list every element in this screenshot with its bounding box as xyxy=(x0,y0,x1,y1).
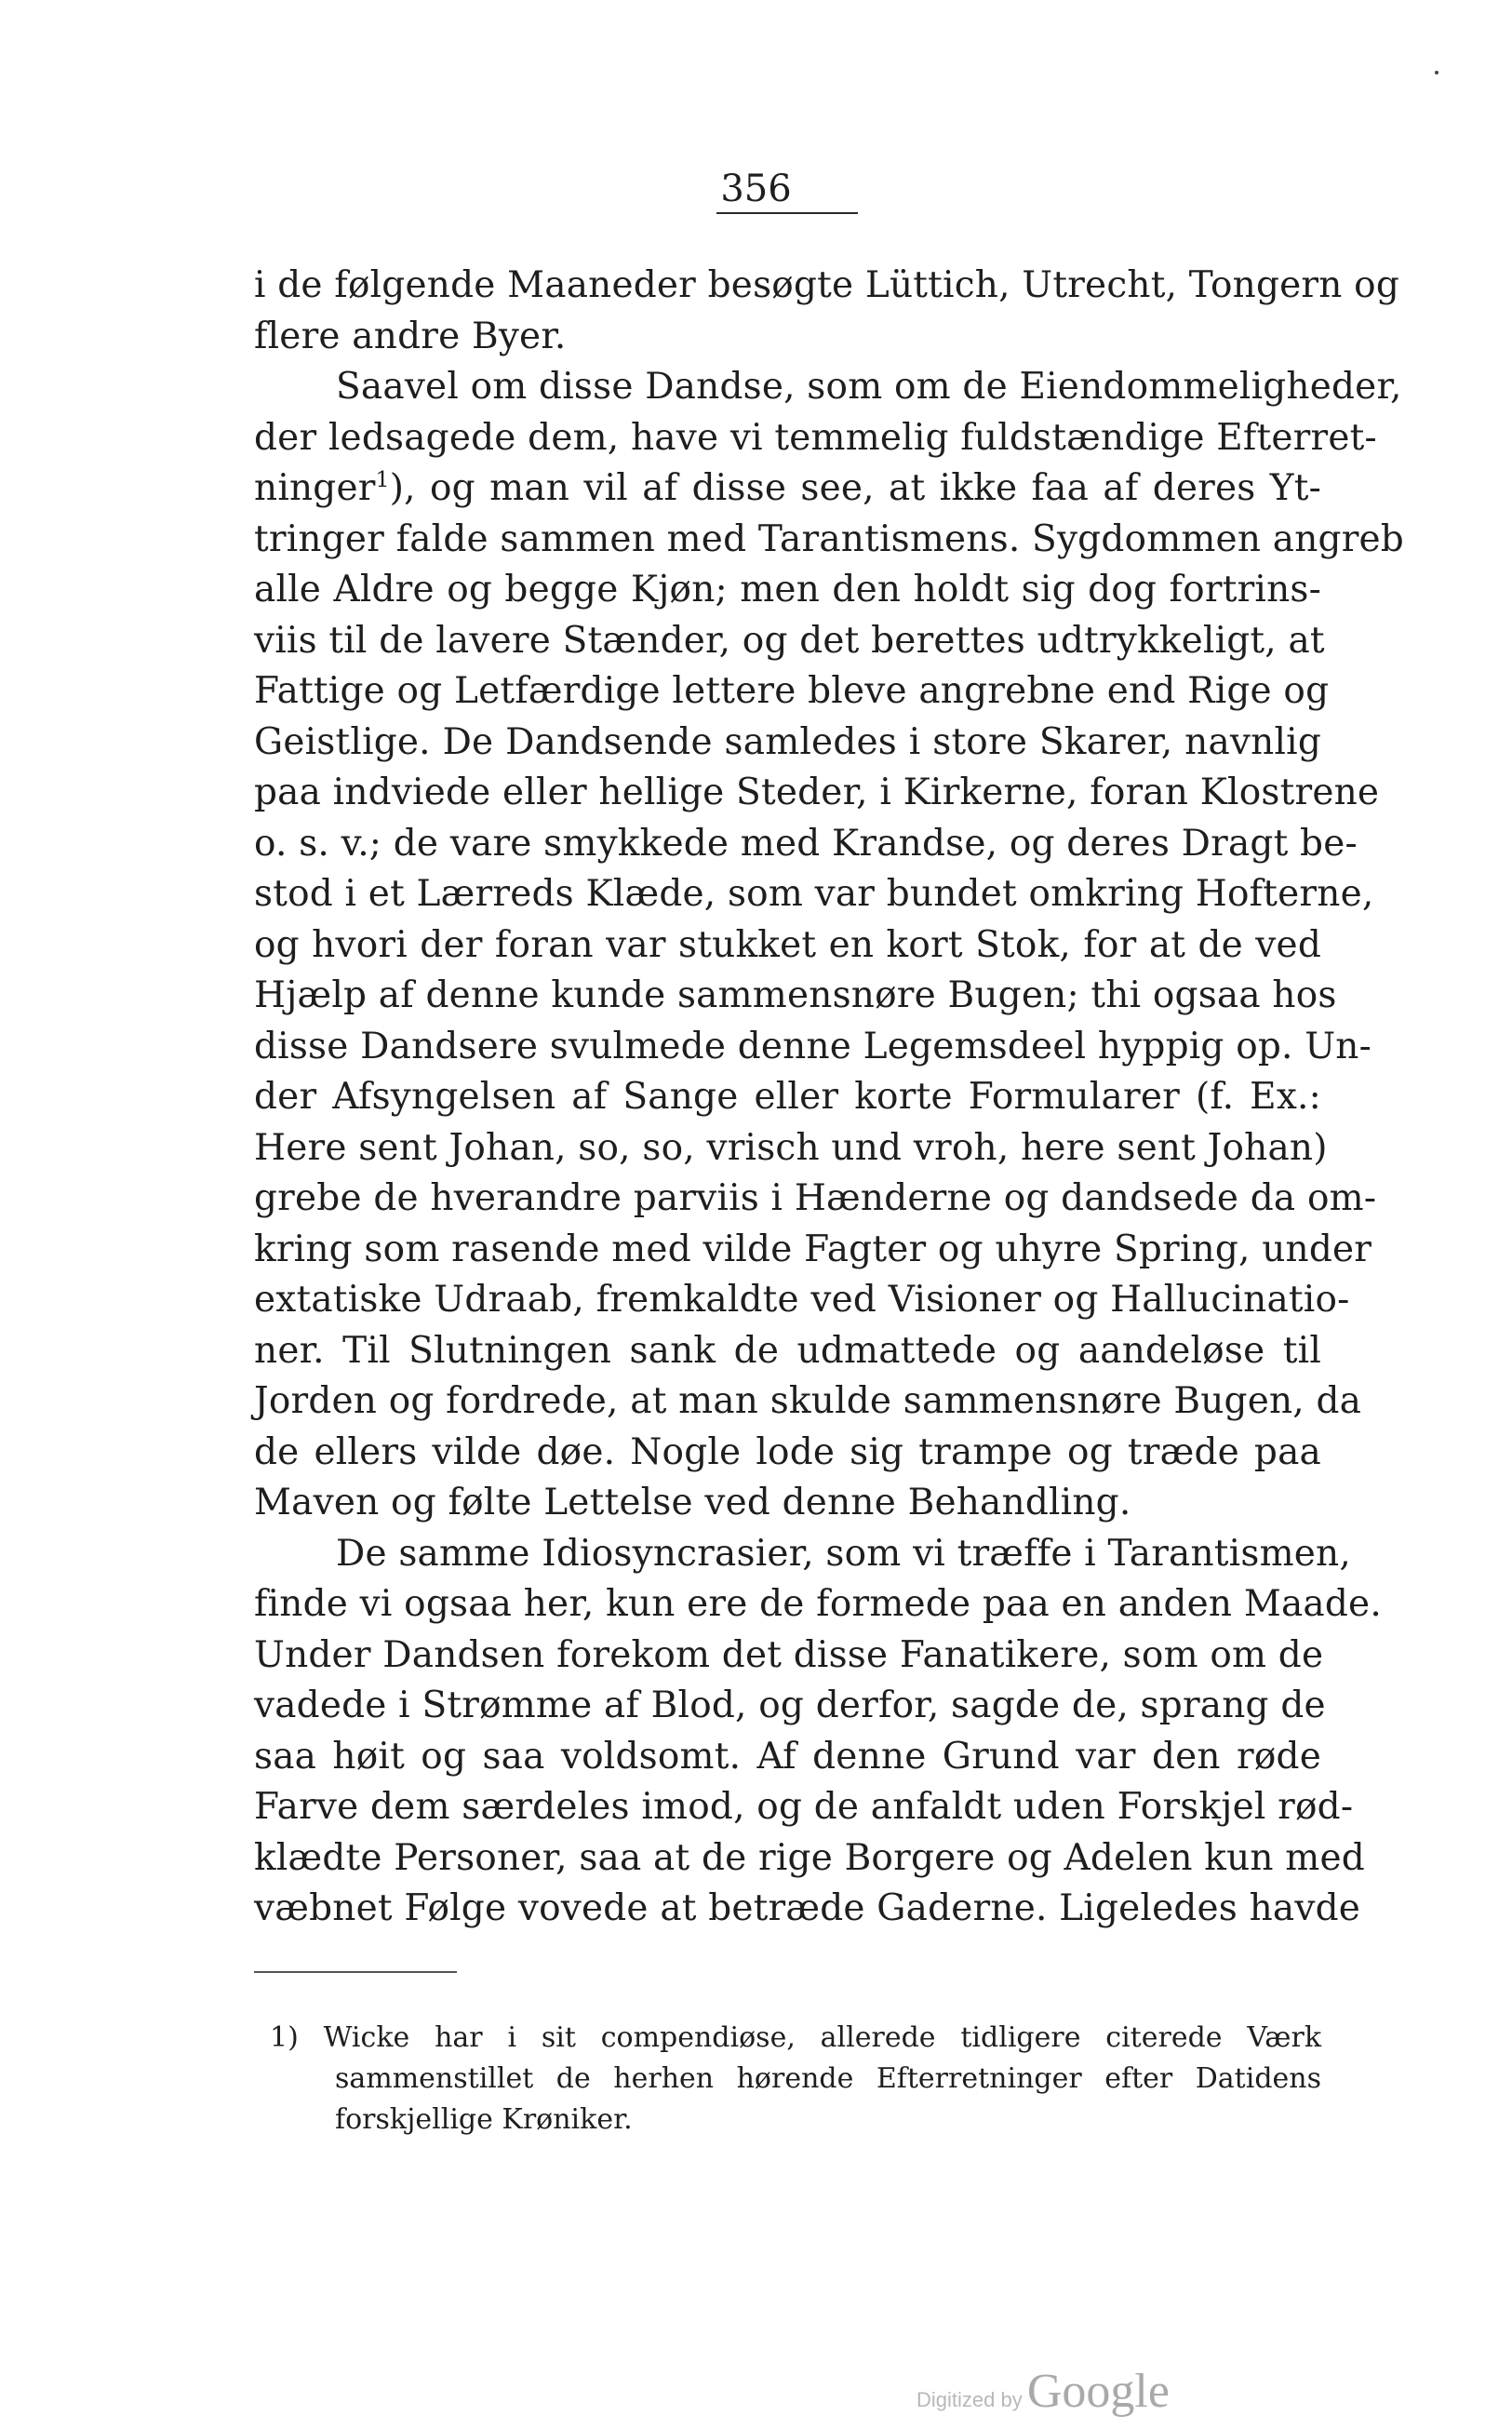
body-text xyxy=(254,261,1404,1935)
text-line: vadede i Strømme af Blod, og derfor, sagde de, sprang de xyxy=(254,1684,1326,1726)
text-line: der Afsyngelsen af Sange eller korte Formularer (f. Ex.: xyxy=(254,1076,1321,1118)
text-line: Fattige og Letfærdige lettere bleve angrebne end Rige og xyxy=(254,670,1330,712)
text-line: flere andre Byer. xyxy=(254,315,567,357)
text-line: de ellers vilde døe. Nogle lode sig trampe og træde paa xyxy=(254,1430,1321,1473)
text-line: Farve dem særdeles imod, og de anfaldt uden Forskjel rød- xyxy=(254,1786,1354,1828)
text-line: Geistlige. De Dandsende samledes i store Skarer, navnlig xyxy=(254,720,1321,763)
text-line: kring som rasende med vilde Fagter og uhyre Spring, under xyxy=(254,1228,1372,1270)
text-line: og hvori der foran var stukket en kort Stok, for at de ved xyxy=(254,923,1321,966)
text-line: grebe de hverandre parviis i Hænderne og dandsede da om- xyxy=(254,1177,1377,1219)
text-line: stod i et Lærreds Klæde, som var bundet omkring Hofterne, xyxy=(254,873,1374,915)
text-line: saa høit og saa voldsomt. Af denne Grund var den røde xyxy=(254,1735,1321,1778)
text-line: Saavel om disse Dandse, som om de Eiendommeligheder, xyxy=(336,366,1402,408)
text-line: viis til de lavere Stænder, og det berettes udtrykkeligt, at xyxy=(254,619,1325,662)
footnote-text: Wicke har i sit compendiøse, allerede tidligere citerede Værk xyxy=(323,2021,1321,2054)
text-line: Here sent Johan, so, so, vrisch und vroh, here sent Johan) xyxy=(254,1126,1328,1169)
footnote-line xyxy=(270,2018,1321,2059)
text-line: ner. Til Slutningen sank de udmattede og aandeløse til xyxy=(254,1329,1321,1372)
footnote xyxy=(270,2018,1321,2140)
text-fragment: ), og man vil af disse see, at ikke faa af deres Yt- xyxy=(389,467,1321,509)
footnote-marker: 1) xyxy=(270,2021,299,2054)
text-line: extatiske Udraab, fremkaldte ved Visioner og Hallucinatio- xyxy=(254,1279,1350,1321)
footnote-line: sammenstillet de herhen hørende Efterretninger efter Datidens xyxy=(335,2062,1321,2095)
text-line: paa indviede eller hellige Steder, i Kirkerne, foran Klostrene xyxy=(254,772,1380,813)
text-fragment: ninger xyxy=(254,467,376,509)
text-line: finde vi ogsaa her, kun ere de formede paa en anden Maade. xyxy=(254,1583,1382,1625)
page-number: 356 xyxy=(720,168,792,210)
text-line: Maven og følte Lettelse ved denne Behandling. xyxy=(254,1482,1131,1523)
text-line: alle Aldre og begge Kjøn; men den holdt sig dog fortrins- xyxy=(254,569,1321,611)
text-line: Jorden og fordrede, at man skulde sammensnøre Bugen, da xyxy=(254,1380,1362,1422)
text-line: o. s. v.; de vare smykkede med Krandse, og deres Dragt be- xyxy=(254,822,1358,865)
text-line: der ledsagede dem, have vi temmelig fuldstændige Efterret- xyxy=(254,416,1377,459)
google-logo: Google xyxy=(1026,2365,1170,2418)
text-line: Under Dandsen forekom det disse Fanatikere, som om de xyxy=(254,1633,1324,1676)
text-line: væbnet Følge vovede at betræde Gaderne. Ligeledes havde xyxy=(254,1887,1361,1929)
footnote-divider xyxy=(254,1971,457,1973)
text-line: Hjælp af denne kunde sammensnøre Bugen; thi ogsaa hos xyxy=(254,974,1337,1016)
digitized-by-google-watermark xyxy=(917,2364,1170,2419)
watermark-prefix: Digitized by xyxy=(917,2388,1023,2411)
text-line: De samme Idiosyncrasier, som vi træffe i Tarantismen, xyxy=(336,1532,1351,1575)
footnote-reference: 1 xyxy=(375,465,390,492)
page-speck xyxy=(1435,71,1438,74)
text-line: i de følgende Maaneder besøgte Lüttich, Utrecht, Tongern og xyxy=(254,264,1399,306)
footnote-line: forskjellige Krøniker. xyxy=(335,2103,633,2136)
text-line: disse Dandsere svulmede denne Legemsdeel hyppig op. Un- xyxy=(254,1025,1372,1067)
text-line xyxy=(254,463,1321,515)
text-line: tringer falde sammen med Tarantismens. Sygdommen angreb xyxy=(254,517,1404,560)
text-line: klædte Personer, saa at de rige Borgere og Adelen kun med xyxy=(254,1836,1365,1879)
page-number-underline xyxy=(716,212,858,214)
